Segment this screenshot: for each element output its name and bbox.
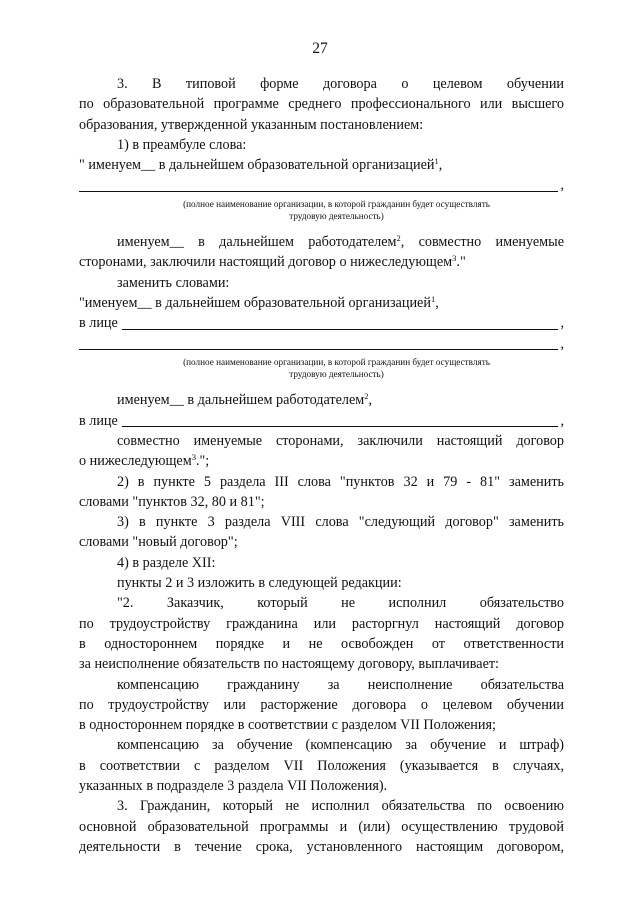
fill-in-rule	[79, 177, 558, 192]
preamble-new-line-2: именуем__ в дальнейшем работодателем$^2$,	[117, 391, 373, 409]
preamble-old-line-1: " именуем__ в дальнейшем образовательной организацией$^1$,	[79, 156, 443, 174]
item-2-line-1: 2) в пункте 5 раздела III слова "пунктов 32 и 79 - 81" заменить	[117, 473, 564, 490]
footnote-caption-1: (полное наименование организации, в которой гражданин будет осуществлять трудовую деятельность)	[183, 198, 490, 221]
fill-in-rule	[122, 315, 559, 330]
replace-with-heading: заменить словами:	[117, 274, 230, 291]
compensation-2-line-2: в соответствии с разделом VII Положения (указывается в случаях,	[79, 757, 564, 774]
preamble-old-line-3: сторонами, заключили настоящий договор о нижеследующем$^3$."	[79, 253, 466, 271]
paragraph-3-line-1: 3. В типовой форме договора о целевом обучении	[117, 76, 564, 92]
preamble-new-line-1: "именуем__ в дальнейшем образовательной организацией$^1$,	[79, 294, 439, 312]
clause-2-line-4: за неисполнение обязательств по настоящему договору, выплачивает:	[79, 656, 500, 673]
compensation-1-line-3: в одностороннем порядке в соответствии с разделом VII Положения;	[79, 717, 496, 734]
paragraph-3-line-3: образования, утвержденной указанным постановлением:	[79, 116, 424, 133]
paragraph-3-line-2: по образовательной программе среднего профессионального или высшего	[79, 96, 564, 113]
compensation-2-line-1: компенсацию за обучение (компенсацию за обучение и штраф)	[117, 737, 564, 754]
item-3-line-2: словами "новый договор";	[79, 534, 238, 551]
blank-line-2: ,	[79, 334, 564, 354]
item-1-heading: 1) в преамбуле слова:	[117, 136, 247, 153]
blank-line-1: ,	[79, 175, 564, 195]
blank-line-v-lice-2: в лице ,	[79, 412, 564, 429]
clause-3-line-1: 3. Гражданин, который не исполнил обязательства по освоению	[117, 798, 564, 815]
clause-3-line-2: основной образовательной программы и (или) осуществлению трудовой	[79, 818, 564, 835]
preamble-new-line-3: совместно именуемые сторонами, заключили настоящий договор	[117, 432, 564, 449]
item-3-line-1: 3) в пункте 3 раздела VIII слова "следующий договор" заменить	[117, 514, 564, 531]
page-number: 27	[312, 40, 328, 57]
fill-in-rule	[122, 412, 559, 427]
footnote-caption-2: (полное наименование организации, в которой гражданин будет осуществлять трудовую деятельность)	[183, 356, 490, 380]
item-4-intro: пункты 2 и 3 изложить в следующей редакции:	[117, 575, 402, 592]
fill-in-rule	[79, 335, 558, 350]
blank-line-v-lice-1: в лице ,	[79, 315, 564, 332]
clause-2-line-2: по трудоустройству гражданина или расторгнул настоящий договор	[79, 615, 564, 632]
preamble-old-line-2: именуем__ в дальнейшем работодателем$^2$, совместно именуемые	[117, 233, 564, 251]
compensation-1-line-2: по трудоустройству или расторжение договора о целевом обучении	[79, 696, 564, 713]
compensation-1-line-1: компенсацию гражданину за неисполнение обязательства	[117, 676, 564, 693]
compensation-2-line-3: указанных в подразделе 3 раздела VII Положения).	[79, 778, 388, 795]
item-4-heading: 4) в разделе XII:	[117, 554, 216, 571]
document-body	[79, 74, 564, 857]
item-2-line-2: словами "пунктов 32, 80 и 81";	[79, 493, 265, 510]
preamble-new-line-4: о нижеследующем$^3$.";	[79, 452, 210, 470]
clause-3-line-3: деятельности в течение срока, установленного настоящим договором,	[79, 838, 564, 855]
clause-2-line-1: "2. Заказчик, который не исполнил обязательство	[117, 595, 564, 612]
clause-2-line-3: в одностороннем порядке и не освобожден от ответственности	[79, 635, 564, 652]
